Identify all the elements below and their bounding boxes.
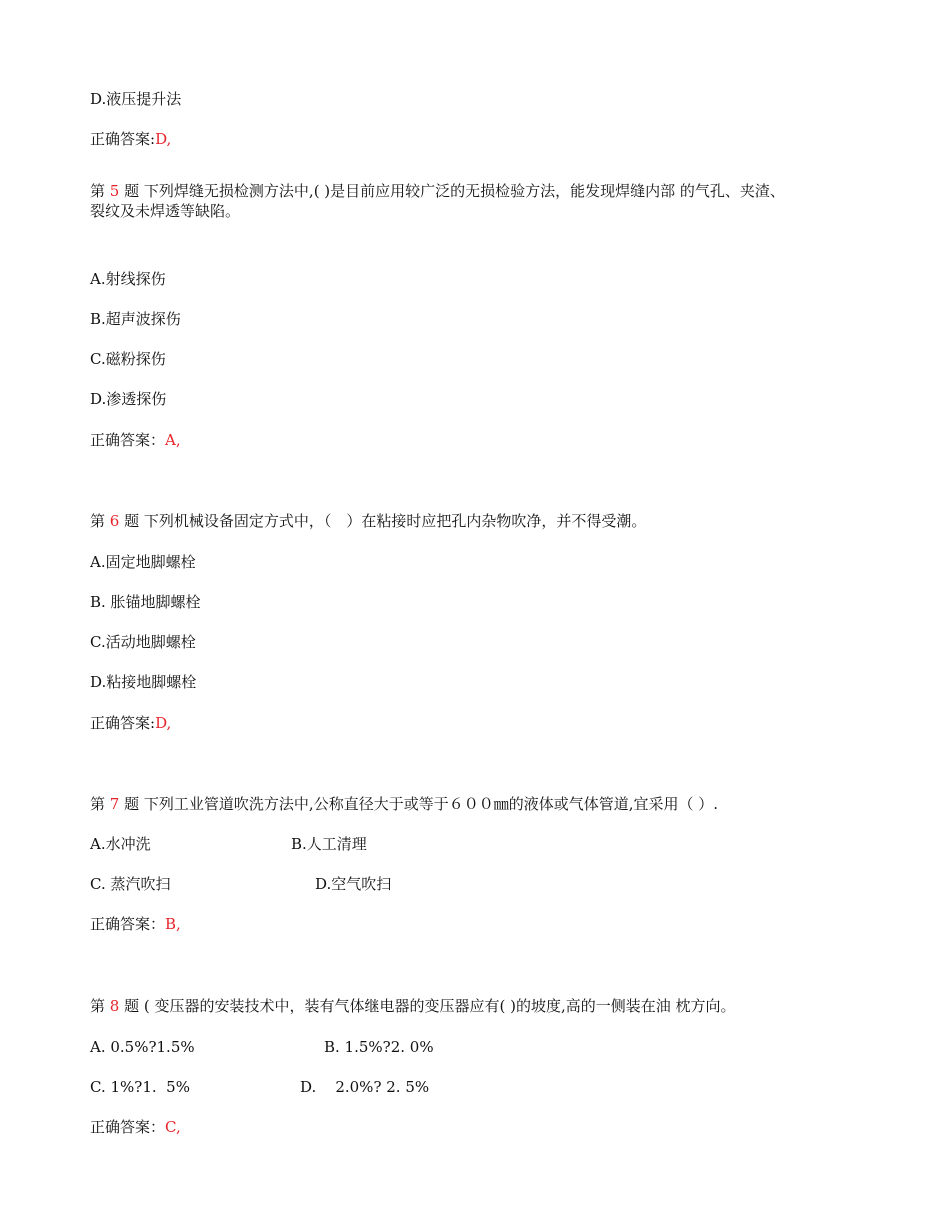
q5-option-d: D.渗透探伤 (90, 390, 167, 408)
answer-value: D, (155, 714, 172, 732)
q6-option-c: C.活动地脚螺栓 (90, 633, 196, 651)
question-prefix: 第 (90, 512, 106, 530)
q6-answer-row (90, 713, 171, 733)
q8-answer-row (90, 1117, 181, 1137)
q5-option-b: B.超声波探伤 (90, 310, 181, 328)
question-suffix: 题 (124, 795, 140, 813)
question-number: 7 (109, 795, 120, 813)
q8-question (90, 996, 736, 1016)
q7-option-d: D.空气吹扫 (315, 875, 392, 893)
question-text: 下列机械设备固定方式中，（ ）在粘接时应把孔内杂物吹净，并不得受潮。 (143, 512, 647, 530)
q7-answer-row (90, 914, 181, 934)
question-suffix: 题 (124, 182, 140, 200)
q5-option-a: A.射线探伤 (90, 270, 166, 288)
question-suffix: 题 (124, 512, 140, 530)
question-prefix: 第 (90, 182, 106, 200)
answer-value: A, (165, 431, 181, 449)
question-prefix: 第 (90, 997, 106, 1015)
q7-question (90, 794, 718, 814)
q6-question (90, 511, 646, 531)
q8-option-c: C. 1%?1. 5% (90, 1078, 190, 1096)
q4-answer-row (90, 129, 171, 149)
q6-option-a: A.固定地脚螺栓 (90, 553, 196, 571)
question-text-line2: 裂纹及未焊透等缺陷。 (90, 202, 241, 220)
question-number: 8 (109, 997, 120, 1015)
answer-value: C, (165, 1118, 181, 1136)
answer-label: 正确答案： (90, 431, 166, 449)
q7-option-a: A.水冲洗 (90, 835, 151, 853)
q6-option-d: D.粘接地脚螺栓 (90, 673, 197, 691)
question-number: 5 (109, 182, 120, 200)
q5-option-c: C.磁粉探伤 (90, 350, 166, 368)
answer-value: D, (155, 130, 172, 148)
q8-option-b: B. 1.5%?2. 0% (324, 1038, 434, 1056)
q5-question (90, 181, 865, 221)
question-text: 下列工业管道吹洗方法中,公称直径大于或等于６００㎜的液体或气体管道,宜采用（ ）. (143, 795, 718, 813)
question-text-line1: 下列焊缝无损检测方法中,( )是目前应用较广泛的无损检验方法，能发现焊缝内部 的气孔、夹渣、 (143, 182, 785, 200)
q7-option-b: B.人工清理 (291, 835, 367, 853)
question-number: 6 (109, 512, 120, 530)
q5-answer-row (90, 430, 181, 450)
question-suffix: 题 (124, 997, 140, 1015)
q7-option-c: C. 蒸汽吹扫 (90, 875, 171, 893)
q8-option-d: D. 2.0%? 2. 5% (300, 1078, 430, 1096)
q8-option-a: A. 0.5%?1.5% (90, 1038, 195, 1056)
answer-label: 正确答案: (90, 714, 156, 732)
answer-value: B, (165, 915, 181, 933)
question-prefix: 第 (90, 795, 106, 813)
answer-label: 正确答案: (90, 130, 156, 148)
question-text: ( 变压器的安装技术中，装有气体继电器的变压器应有( )的坡度,高的一侧装在油 枕方向。 (143, 997, 736, 1015)
q4-option-d: D.液压提升法 (90, 90, 182, 108)
answer-label: 正确答案： (90, 1118, 166, 1136)
answer-label: 正确答案： (90, 915, 166, 933)
q6-option-b: B. 胀锚地脚螺栓 (90, 593, 201, 611)
